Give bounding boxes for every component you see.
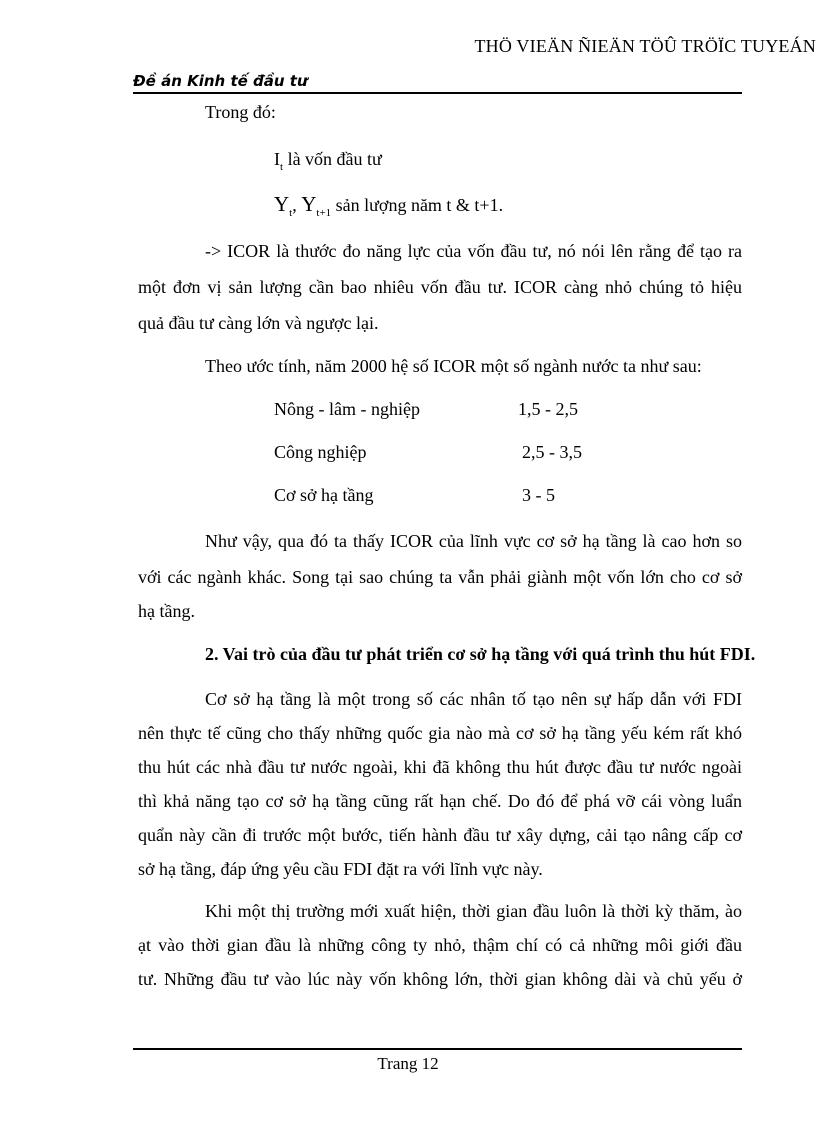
var-i-subscript: t: [280, 161, 284, 173]
library-watermark: THÖ VIEÄN ÑIEÄN TÖÛ TRÖÏC TUYEÁN: [474, 36, 816, 56]
document-header-title: Đề án Kinh tế đầu tư: [133, 72, 308, 90]
page-number: [0, 1054, 816, 1074]
var-y-subscript-t: t: [289, 207, 293, 219]
paragraph-icor-line-2: một đơn vị sản lượng cần bao nhiêu vốn đầu tư. ICOR càng nhỏ chúng tỏ hiệu: [138, 277, 742, 297]
icor-estimate-intro: Theo ước tính, năm 2000 hệ số ICOR một số ngành nước ta như sau:: [205, 356, 702, 376]
paragraph-fdi-line-5: quẩn này cần đi trước một bước, tiến hành đầu tư xây dựng, cải tạo nâng cấp cơ: [138, 825, 742, 845]
paragraph-market-line-3: tư. Những đầu tư vào lúc này vốn không lớn, thời gian không dài và chủ yếu ở: [138, 969, 742, 989]
header-divider: [133, 92, 742, 94]
icor-value-industry: 2,5 - 3,5: [522, 442, 582, 462]
paragraph-conclusion-line-1: Như vậy, qua đó ta thấy ICOR của lĩnh vực cơ sở hạ tầng là cao hơn so: [205, 531, 742, 551]
paragraph-fdi-line-3: thu hút các nhà đầu tư nước ngoài, khi đã không thu hút được đầu tư nước ngoài: [138, 757, 742, 777]
var-y-next: Y: [301, 192, 317, 216]
paragraph-icor-line-3: quả đầu tư càng lớn và ngược lại.: [138, 313, 379, 333]
paragraph-fdi-line-4: thì khả năng tạo cơ sở hạ tầng cũng rất hạn chế. Do đó để phá vỡ cái vòng luẩn: [138, 791, 742, 811]
var-y: Y: [274, 192, 290, 216]
paragraph-conclusion-line-2: với các ngành khác. Song tại sao chúng ta vẫn phải giành một vốn lớn cho cơ sở: [138, 567, 742, 587]
section-heading: 2. Vai trò của đầu tư phát triển cơ sở hạ tầng với quá trình thu hút FDI.: [205, 644, 756, 664]
var-y-description: sản lượng năm t & t+1.: [331, 195, 504, 215]
paragraph-fdi-line-2: nên thực tế cũng cho thấy những quốc gia nào mà cơ sở hạ tầng yếu kém rất khó: [138, 723, 742, 743]
icor-sector-agriculture: Nông - lâm - nghiệp: [274, 399, 420, 419]
icor-value-infrastructure: 3 - 5: [522, 485, 555, 505]
page-number-label: Trang 12: [377, 1054, 439, 1073]
paragraph-market-line-1: Khi một thị trường mới xuất hiện, thời gian đầu luôn là thời kỳ thăm, ào: [205, 901, 742, 921]
var-i: I: [274, 149, 280, 169]
footer-divider: [133, 1048, 742, 1050]
paragraph-fdi-line-1: Cơ sở hạ tầng là một trong số các nhân tố tạo nên sự hấp dẫn với FDI: [205, 689, 742, 709]
formula-line-investment: [274, 148, 382, 178]
var-i-description: là vốn đầu tư: [283, 149, 382, 169]
formula-intro: Trong đó:: [205, 102, 276, 122]
paragraph-conclusion-line-3: hạ tầng.: [138, 601, 195, 621]
var-y-subscript-t1: t+1: [316, 207, 332, 219]
var-separator: ,: [292, 195, 302, 215]
paragraph-fdi-line-6: sở hạ tầng, đáp ứng yêu cầu FDI đặt ra với lĩnh vực này.: [138, 859, 543, 879]
formula-line-output: [274, 193, 503, 224]
paragraph-icor-line-1: -> ICOR là thước đo năng lực của vốn đầu tư, nó nói lên rằng để tạo ra: [205, 241, 742, 261]
paragraph-market-line-2: ạt vào thời gian đầu là những công ty nhỏ, thậm chí có cả những môi giới đầu: [138, 935, 742, 955]
icor-sector-infrastructure: Cơ sở hạ tầng: [274, 485, 374, 505]
icor-sector-industry: Công nghiệp: [274, 442, 367, 462]
icor-value-agriculture: 1,5 - 2,5: [518, 399, 578, 419]
